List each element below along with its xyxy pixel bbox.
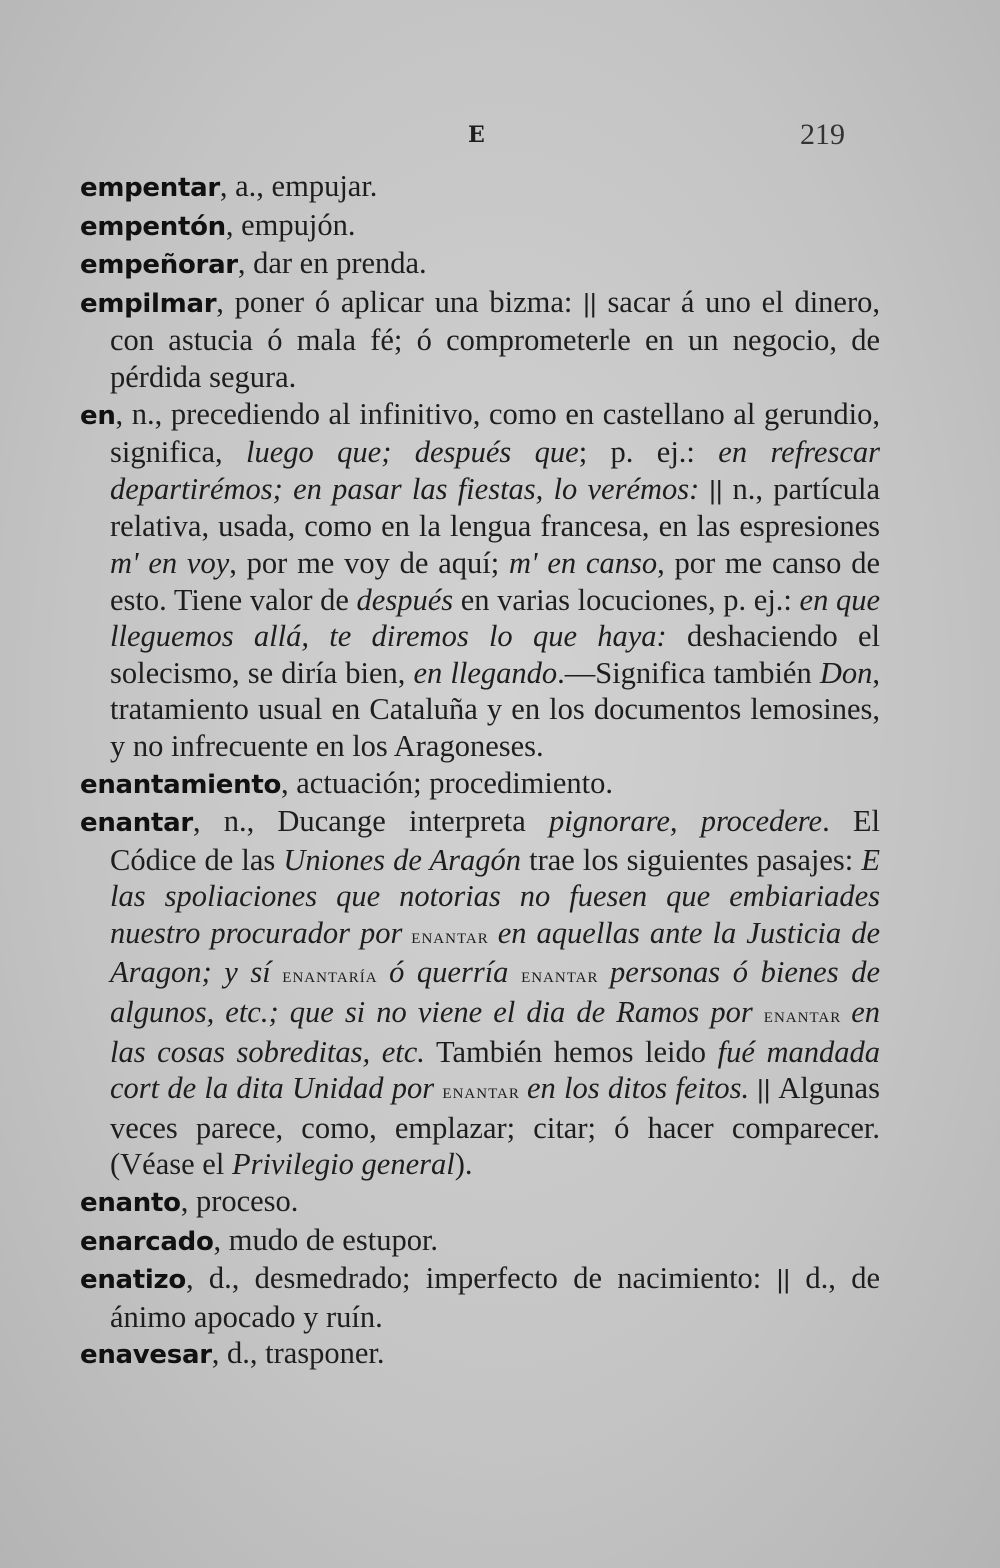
text: en varias locuciones, p. ej.: xyxy=(453,582,800,617)
text: trae los siguientes pasajes: xyxy=(520,842,862,877)
text: ; p. ej.: xyxy=(578,435,719,470)
headword: empentón xyxy=(80,211,226,242)
text: , por me voy de aquí; xyxy=(229,545,510,580)
italic-text: m' en canso xyxy=(509,545,658,580)
definition: , proceso. xyxy=(180,1184,299,1219)
text: , por me canso de esto. Tiene valor de xyxy=(110,545,880,617)
dictionary-entries xyxy=(80,168,880,1374)
italic-text: ó querría xyxy=(389,955,522,990)
entry-enantar xyxy=(80,803,880,1183)
italic-text: personas ó bienes de algunos, etc.; que si no viene el dia de Ramos por xyxy=(110,955,880,1030)
small-caps-text: enantar xyxy=(521,962,611,988)
text: n., partícula relativa, usada, como en la lengua francesa, en las espresiones xyxy=(110,471,880,544)
text: ). xyxy=(454,1147,473,1182)
entry-empilmar xyxy=(80,284,880,396)
text: deshaciendo el solecismo, se diría bien, xyxy=(110,619,880,690)
entry-enanto xyxy=(80,1183,880,1222)
italic-text: en refrescar departirémos; en pasar las fiestas, lo verémos: xyxy=(110,435,880,506)
italic-text: en que lleguemos allá, te diremos lo que haya: xyxy=(110,582,880,654)
separator-bar: || xyxy=(583,287,597,318)
italic-text: Privilegio general xyxy=(231,1147,455,1182)
text: .—Significa también xyxy=(557,655,820,690)
separator-bar: || xyxy=(776,1264,791,1295)
entry-enarcado xyxy=(80,1222,880,1261)
headword: enantamiento xyxy=(80,769,282,800)
entry-empenton xyxy=(80,207,880,246)
entry-enantamiento xyxy=(80,765,880,804)
headword: enarcado xyxy=(80,1226,214,1257)
small-caps-text: enantar xyxy=(402,922,498,948)
text: , n., precediendo al infinitivo, como en castellano al gerundio, significa, xyxy=(110,396,880,470)
italic-text: en llegando xyxy=(413,655,558,690)
separator-bar: || xyxy=(749,1074,779,1105)
italic-text: fué mandada cort de la dita Unidad por xyxy=(110,1034,880,1106)
definition: d., de ánimo apocado y ruín. xyxy=(110,1261,881,1334)
italic-text: pignorare, procedere xyxy=(549,804,823,839)
definition: , mudo de estupor. xyxy=(213,1222,439,1257)
italic-text: Uniones de Aragón xyxy=(283,842,521,877)
text: . El Códice de las xyxy=(110,804,880,877)
definition: , poner ó aplicar una bizma: xyxy=(216,284,584,319)
definition: sacar á uno el dinero, con astucia ó mala fé; ó comprometerle en un negocio, de pérdida segura. xyxy=(110,284,880,394)
definition: , actuación; procedimiento. xyxy=(281,765,614,800)
small-caps-text: enantar xyxy=(763,1002,852,1028)
definition: , a., empujar. xyxy=(219,169,378,203)
running-head: E xyxy=(468,122,486,148)
text: Algunas veces parece, como, emplazar; citar; ó hacer comparecer. (Véase el xyxy=(110,1071,880,1182)
entry-empentar xyxy=(80,168,880,207)
headword: enatizo xyxy=(80,1265,186,1296)
headword: enavesar xyxy=(80,1340,212,1371)
headword: empilmar xyxy=(80,288,217,319)
page-number: 219 xyxy=(800,118,845,151)
text: También hemos leido xyxy=(424,1034,718,1069)
italic-text: luego que; después que xyxy=(246,435,579,470)
small-caps-text: enantaría xyxy=(270,962,390,988)
small-caps-text: enantar xyxy=(442,1078,527,1104)
italic-text: E las spoliaciones que notorias no fuesen que embiariades nuestro procurador por xyxy=(110,842,880,950)
headword: enantar xyxy=(80,808,193,839)
definition: , empujón. xyxy=(225,207,356,242)
definition: , dar en prenda. xyxy=(237,246,427,281)
definition: , d., desmedrado; imperfecto de nacimiento: xyxy=(185,1261,777,1296)
entry-enatizo xyxy=(80,1260,880,1335)
headword: empentar xyxy=(80,173,220,203)
italic-text: en los ditos feitos. xyxy=(526,1071,750,1106)
italic-text: en las cosas sobreditas, etc. xyxy=(110,995,880,1069)
italic-text: en aquellas ante la Justicia de Aragon; y sí xyxy=(110,915,880,990)
text: , tratamiento usual en Cataluña y en los documentos lemosines, y no infrecuente en los Aragoneses. xyxy=(110,655,880,763)
headword: enanto xyxy=(80,1188,181,1219)
entry-enavesar xyxy=(80,1335,880,1374)
separator-bar: || xyxy=(699,474,733,505)
headword: en xyxy=(80,400,116,431)
italic-text: Don xyxy=(819,655,873,690)
italic-text: después xyxy=(356,582,454,617)
entry-empenorar xyxy=(80,245,880,284)
text: , n., Ducange interpreta xyxy=(192,804,550,839)
italic-text: m' en voy xyxy=(110,545,230,580)
definition: , d., trasponer. xyxy=(211,1336,385,1371)
entry-en xyxy=(80,396,880,765)
page-header xyxy=(0,118,1000,158)
headword: empeñorar xyxy=(80,250,238,281)
